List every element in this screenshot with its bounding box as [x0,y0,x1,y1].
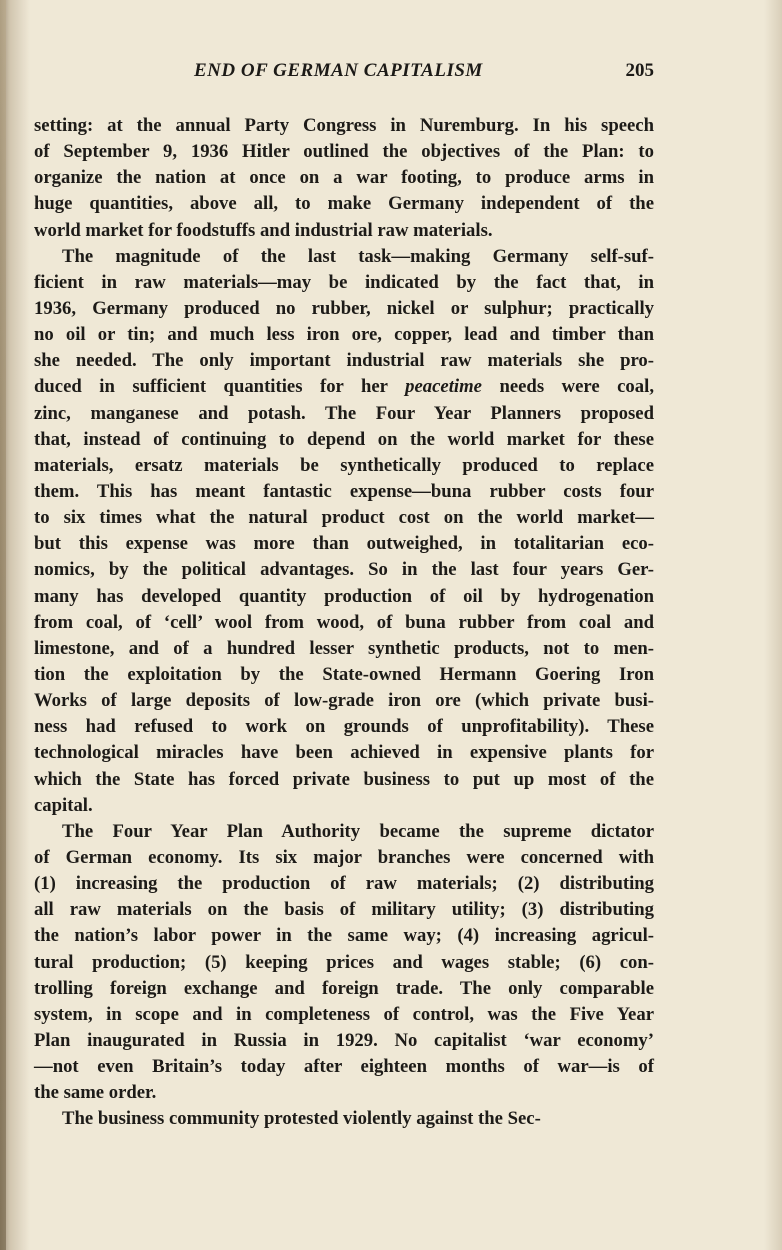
text-segment: duced in sufficient quantities for her [34,376,388,398]
text-line: The magnitude of the last task—making Germany self-suf- [62,245,654,267]
body-text [34,113,654,1132]
text-line: ficient in raw materials—may be indicated by the fact that, in [34,271,654,293]
text-line: (1) increasing the production of raw materials; (2) distributing [34,873,654,895]
text-line: many has developed quantity production of oil by hydrogenation [34,585,654,607]
text-line: materials, ersatz materials be synthetically produced to replace [34,454,654,476]
text-line: limestone, and of a hundred lesser synthetic products, not to men- [34,637,654,659]
text-line: the same order. [34,1082,157,1104]
text-line: ness had refused to work on grounds of unprofitability). These [34,716,654,738]
text-line: huge quantities, above all, to make Germany independent of the [34,193,654,215]
text-line: organize the nation at once on a war footing, to produce arms in [34,167,654,189]
text-line: she needed. The only important industrial raw materials she pro- [34,350,654,372]
text-line: to six times what the natural product cost on the world market— [34,507,654,529]
text-line: that, instead of continuing to depend on the world market for these [34,428,654,450]
text-line: zinc, manganese and potash. The Four Year Planners proposed [34,402,654,424]
text-line: nomics, by the political advantages. So in the last four years Ger- [34,559,654,581]
paragraph-2 [34,244,654,819]
text-line: system, in scope and in completeness of control, was the Five Year [34,1003,654,1025]
text-line: —not even Britain’s today after eighteen months of war—is of [34,1056,654,1078]
text-line: world market for foodstuffs and industrial raw materials. [34,219,493,241]
text-line: which the State has forced private business to put up most of the [34,768,654,790]
text-line-with-italic [34,374,654,400]
text-line: The business community protested violently against the Sec- [62,1108,541,1130]
text-line: the nation’s labor power in the same way; (4) increasing agricul- [34,925,654,947]
text-line: tural production; (5) keeping prices and wages stable; (6) con- [34,951,654,973]
running-head [34,60,654,90]
text-segment: needs were coal, [499,376,654,398]
text-line: setting: at the annual Party Congress in Nuremburg. In his speech [34,115,654,136]
text-line: of German economy. Its six major branches were concerned with [34,846,654,868]
text-line: capital. [34,794,93,816]
paragraph-1 [34,113,654,244]
text-line: Works of large deposits of low-grade iron ore (which private busi- [34,690,654,712]
text-line: them. This has meant fantastic expense—buna rubber costs four [34,480,654,502]
text-line: trolling foreign exchange and foreign trade. The only comparable [34,977,654,999]
text-line: technological miracles have been achieved in expensive plants for [34,742,654,764]
text-line: all raw materials on the basis of military utility; (3) distributing [34,899,654,921]
text-line: tion the exploitation by the State-owned Hermann Goering Iron [34,663,654,685]
page-number: 205 [625,60,654,81]
text-line: of September 9, 1936 Hitler outlined the objectives of the Plan: to [34,141,654,163]
paragraph-3 [34,819,654,1107]
text-line: The Four Year Plan Authority became the supreme dictator [62,820,654,842]
text-line: 1936, Germany produced no rubber, nickel or sulphur; practically [34,297,654,319]
text-line: from coal, of ‘cell’ wool from wood, of buna rubber from coal and [34,611,654,633]
text-line: Plan inaugurated in Russia in 1929. No capitalist ‘war economy’ [34,1029,654,1051]
running-title: END OF GERMAN CAPITALISM [194,60,483,81]
italic-word: peacetime [405,376,482,398]
text-line: no oil or tin; and much less iron ore, copper, lead and timber than [34,324,654,346]
text-line: but this expense was more than outweighed, in totalitarian eco- [34,533,654,555]
paragraph-4 [34,1106,654,1132]
page-spine-shadow [0,0,6,1250]
